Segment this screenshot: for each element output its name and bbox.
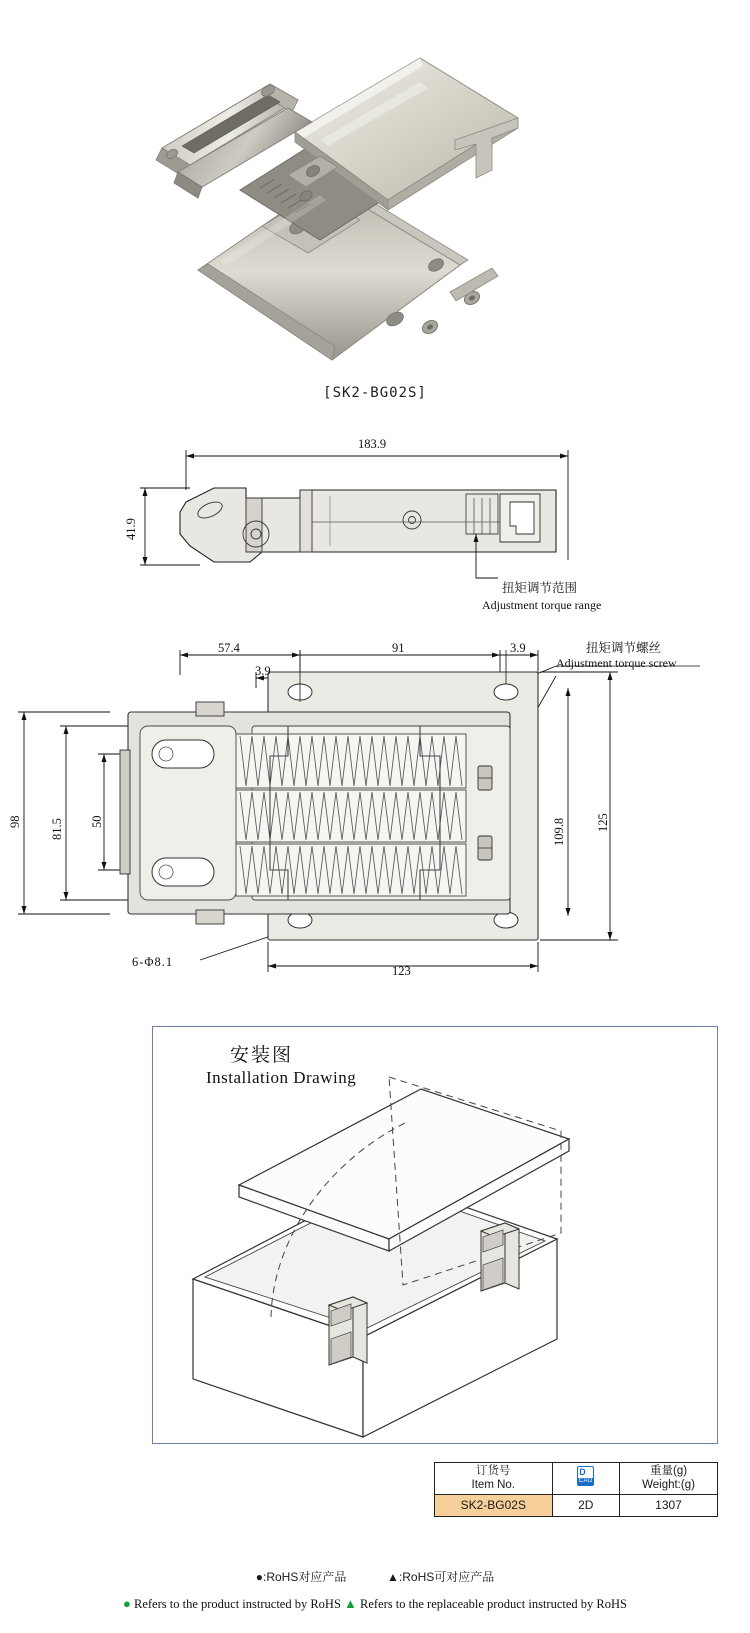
dim-holes: 6-Φ8.1 [132,955,174,969]
installation-title-cn: 安装图 [230,1045,294,1066]
spec-value-item-no: SK2-BG02S [435,1494,553,1516]
cad-icon [577,1466,594,1486]
cad-icon-bottom-label: CAD [578,1478,593,1485]
spec-table-header-row [435,1463,718,1495]
product-photo [120,20,570,380]
photo-caption: [SK2-BG02S] [323,385,427,401]
spec-header-cad [552,1463,619,1495]
spec-value-weight: 1307 [620,1494,718,1516]
rohs-triangle-marker: ▲ [344,1596,357,1611]
spec-header-item [435,1463,553,1495]
dim-123: 123 [392,964,411,978]
torque-screw-label-en: Adjustment torque screw [556,656,677,670]
dim-109-8: 109.8 [552,817,566,846]
rohs-dot-marker: ● [123,1596,131,1611]
spec-value-cad[interactable]: 2D [552,1494,619,1516]
dim-50: 50 [90,815,104,828]
rohs-legend-cn-dot: ●:RoHS对应产品 [255,1570,347,1584]
dim-41-9: 41.9 [124,518,138,540]
dim-91: 91 [392,641,405,655]
installation-title-en: Installation Drawing [206,1068,357,1087]
spec-header-weight [620,1463,718,1495]
rohs-legend-en [0,1596,750,1612]
torque-range-label-en: Adjustment torque range [482,598,602,612]
installation-drawing-panel [152,1026,718,1444]
torque-range-label-cn: 扭矩调节范围 [502,581,578,595]
spec-table-value-row [435,1494,718,1516]
rohs-legend-cn-tri: ▲:RoHS可对应产品 [387,1570,495,1584]
product-photo-svg [120,20,570,380]
spec-header-weight-cn: 重量(g) [649,1465,688,1477]
top-view-svg [0,630,750,1010]
rohs-legend-cn [0,1568,750,1585]
dim-183-9: 183.9 [358,437,387,451]
dim-98: 98 [8,815,22,828]
rohs-legend-en-tri: Refers to the replaceable product instructed by RoHS [360,1597,627,1611]
spec-table [434,1462,718,1517]
dim-3-9-right: 3.9 [510,641,526,655]
spec-header-item-cn: 订货号 [476,1465,511,1477]
torque-screw-label-cn: 扭矩调节螺丝 [586,641,662,655]
dim-57-4: 57.4 [218,641,240,655]
rohs-legend-en-dot: Refers to the product instructed by RoHS [134,1597,341,1611]
dim-81-5: 81.5 [50,818,64,840]
spec-header-item-en: Item No. [471,1479,515,1492]
spec-header-weight-en: Weight:(g) [642,1479,695,1492]
dim-3-9-left: 3.9 [255,664,271,678]
product-photo-block [0,0,750,430]
dim-125: 125 [596,813,610,832]
cad-icon-top-label: D [579,1467,586,1478]
installation-drawing-svg [153,1027,717,1443]
side-view-svg [0,430,750,620]
